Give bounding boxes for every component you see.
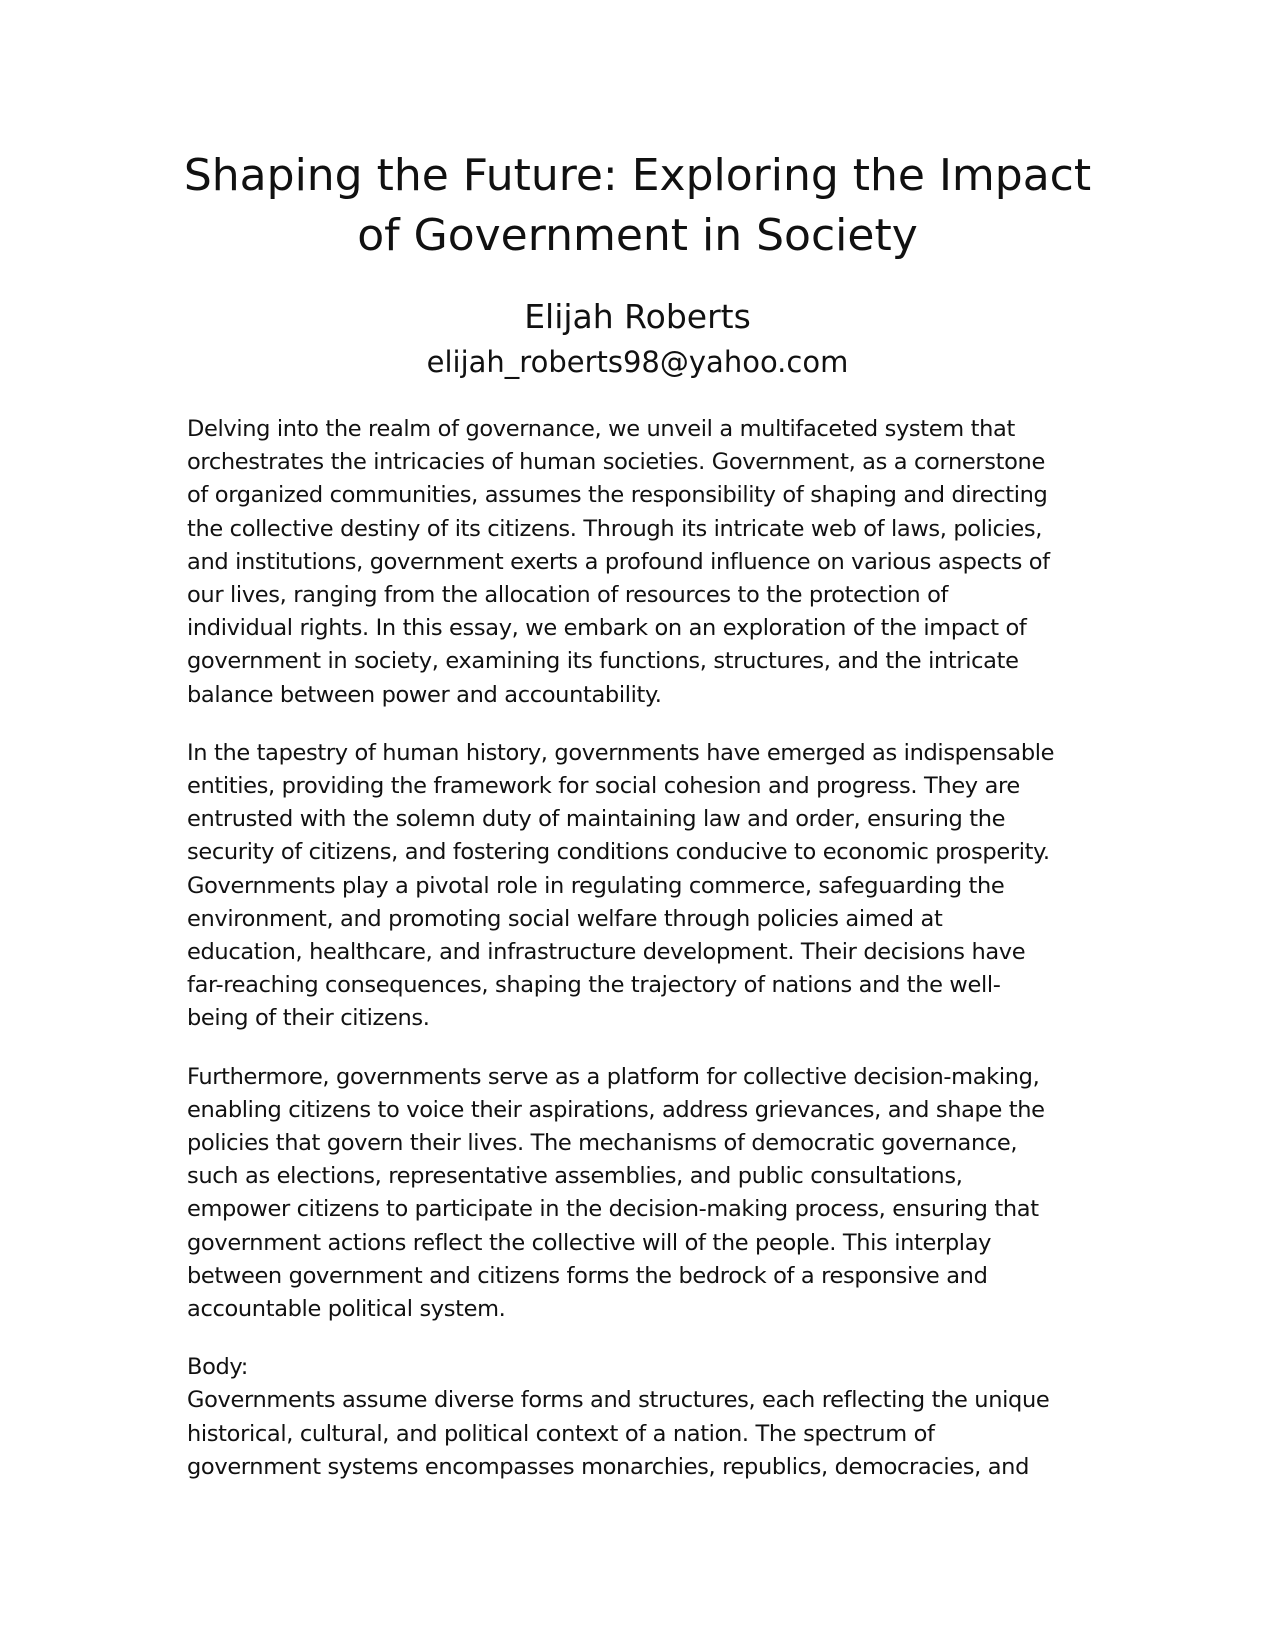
text-line: such as elections, representative assemblies, and public consultations, <box>187 1163 963 1190</box>
text-line: far-reaching consequences, shaping the trajectory of nations and the well- <box>187 972 1001 999</box>
text-line: empower citizens to participate in the decision-making process, ensuring that <box>187 1196 1039 1223</box>
text-line: government systems encompasses monarchies, republics, democracies, and <box>187 1453 1030 1480</box>
paragraph <box>187 1061 1087 1327</box>
paragraph <box>187 737 1087 1036</box>
text-line: Governments play a pivotal role in regulating commerce, safeguarding the <box>187 872 1005 899</box>
text-line: and institutions, government exerts a profound influence on various aspects of <box>187 548 1050 575</box>
text-line: accountable political system. <box>187 1296 506 1323</box>
paragraph <box>187 413 1087 712</box>
text-line: entities, providing the framework for social cohesion and progress. They are <box>187 773 1020 800</box>
text-line: being of their citizens. <box>187 1005 430 1032</box>
text-line: between government and citizens forms the bedrock of a responsive and <box>187 1262 988 1289</box>
text-line: Governments assume diverse forms and structures, each reflecting the unique <box>187 1387 1050 1414</box>
text-line: enabling citizens to voice their aspirations, address grievances, and shape the <box>187 1096 1045 1123</box>
paragraph <box>187 1351 1087 1484</box>
text-line: the collective destiny of its citizens. Through its intricate web of laws, policies, <box>187 515 1043 542</box>
document-title <box>160 146 1115 266</box>
essay-body <box>187 413 1087 1509</box>
author-email: elijah_roberts98@yahoo.com <box>426 345 849 379</box>
text-line: our lives, ranging from the allocation of resources to the protection of <box>187 582 949 609</box>
section-label: Body: <box>187 1354 248 1381</box>
title-line: Shaping the Future: Exploring the Impact <box>183 150 1092 201</box>
text-line: government in society, examining its functions, structures, and the intricate <box>187 648 1019 675</box>
text-line: education, healthcare, and infrastructure development. Their decisions have <box>187 939 1026 966</box>
text-line: Delving into the realm of governance, we unveil a multifaceted system that <box>187 416 1015 442</box>
author-name: Elijah Roberts <box>524 297 751 336</box>
text-line: historical, cultural, and political context of a nation. The spectrum of <box>187 1420 935 1447</box>
text-line: individual rights. In this essay, we embark on an exploration of the impact of <box>187 615 1027 642</box>
text-line: of organized communities, assumes the responsibility of shaping and directing <box>187 482 1048 509</box>
text-line: In the tapestry of human history, governments have emerged as indispensable <box>187 739 1055 766</box>
text-line: Furthermore, governments serve as a platform for collective decision-making, <box>187 1063 1040 1090</box>
text-line: environment, and promoting social welfare through policies aimed at <box>187 905 943 932</box>
text-line: entrusted with the solemn duty of maintaining law and order, ensuring the <box>187 806 1006 833</box>
text-line: government actions reflect the collective will of the people. This interplay <box>187 1229 992 1256</box>
text-line: policies that govern their lives. The mechanisms of democratic governance, <box>187 1130 1018 1157</box>
title-line: of Government in Society <box>357 210 918 261</box>
text-line: balance between power and accountability. <box>187 681 662 708</box>
text-line: orchestrates the intricacies of human societies. Government, as a cornerstone <box>187 449 1045 476</box>
text-line: security of citizens, and fostering conditions conducive to economic prosperity. <box>187 839 1050 866</box>
